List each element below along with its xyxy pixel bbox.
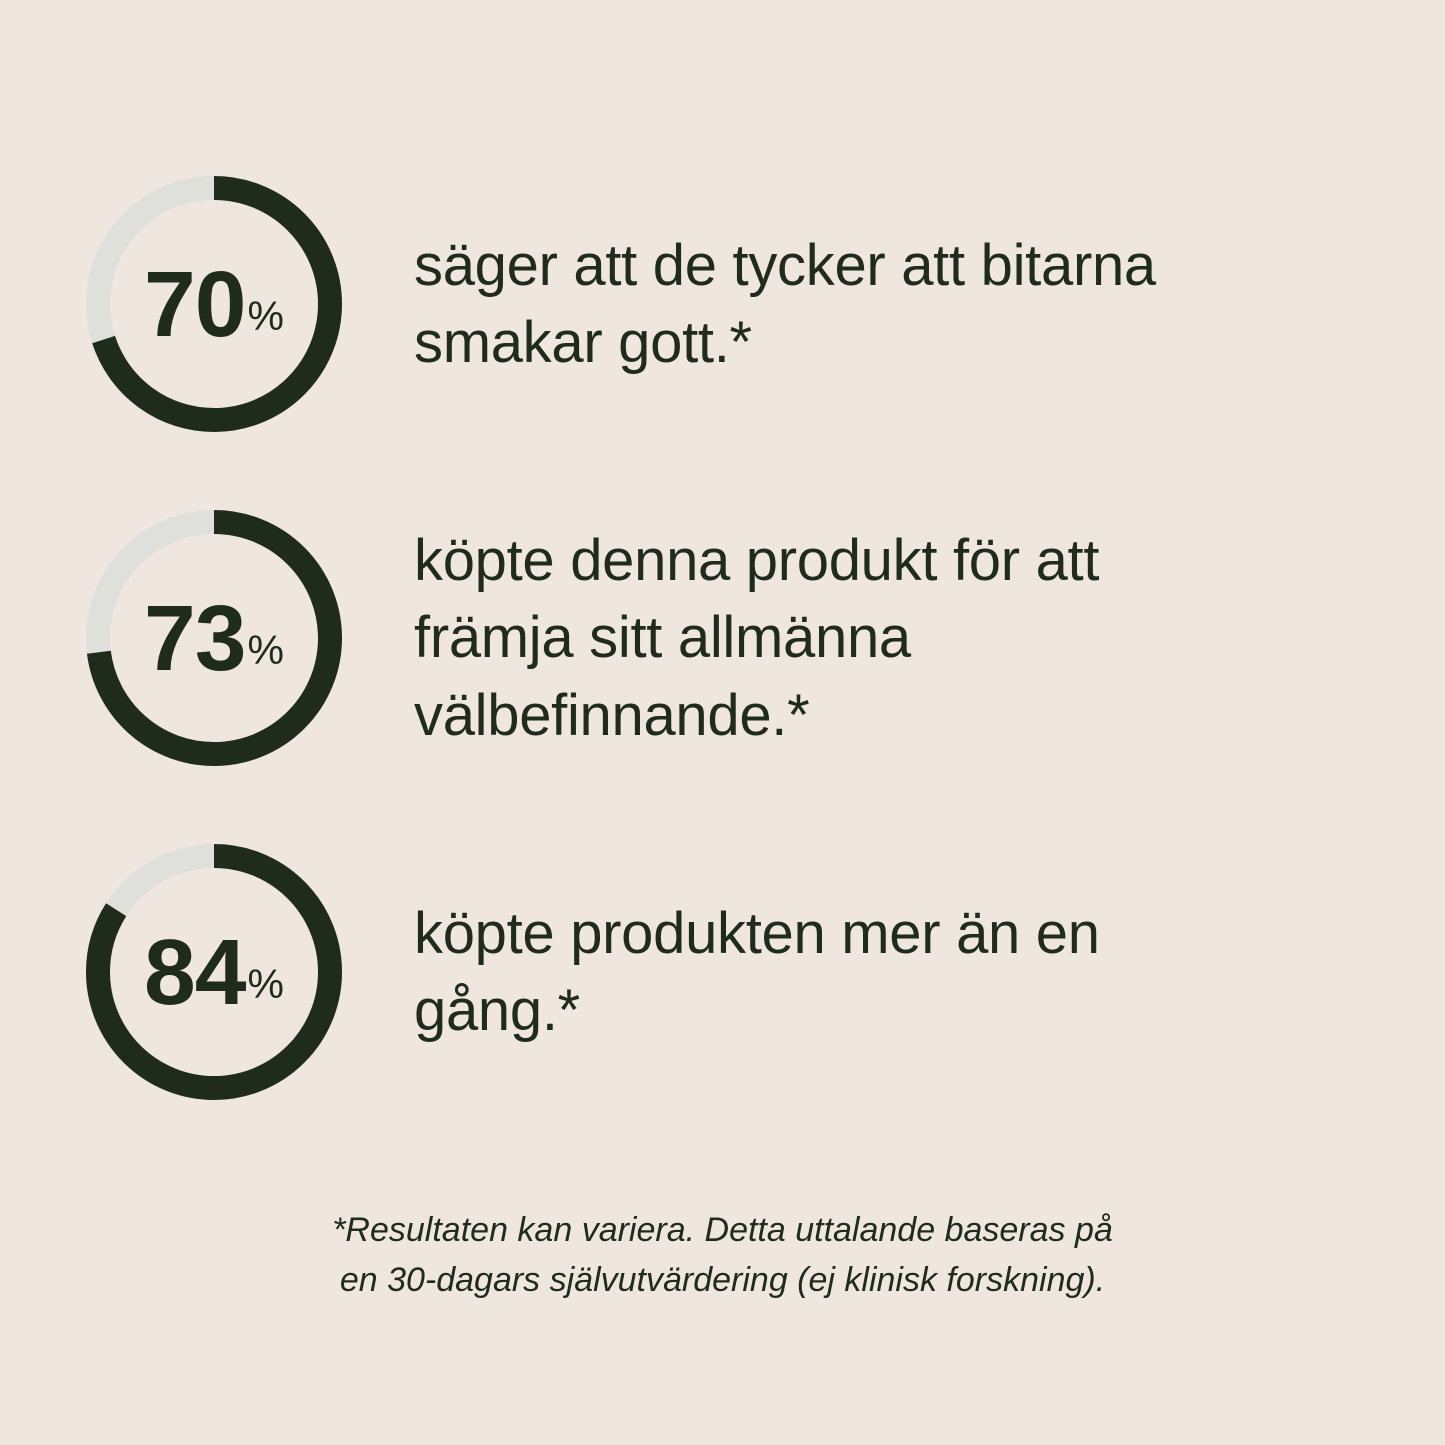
stat-row — [0, 502, 1445, 774]
stat-value: 70 — [144, 251, 246, 356]
stat-description: säger att de tycker att bitarna smakar gott.* — [414, 232, 1156, 375]
percent-symbol: % — [247, 292, 284, 339]
stat-description: köpte denna produkt för att främja sitt allmänna välbefinnande.* — [414, 528, 1100, 748]
stat-value: 84 — [144, 919, 246, 1024]
percent-symbol: % — [247, 960, 284, 1007]
stat-list — [0, 168, 1445, 1170]
footnote-line-2: en 30-dagars självutvärdering (ej klinisk forskning). — [339, 1261, 1106, 1300]
donut-center-label — [78, 168, 350, 440]
stat-description: köpte produkten mer än en gång.* — [414, 900, 1100, 1043]
footnote-line-1: *Resultaten kan variera. Detta uttalande baseras på — [332, 1211, 1113, 1249]
donut-chart-84 — [78, 836, 350, 1108]
donut-chart-70 — [78, 168, 350, 440]
stat-row — [0, 168, 1445, 440]
donut-chart-73 — [78, 502, 350, 774]
stat-value: 73 — [144, 585, 246, 690]
donut-center-label — [78, 836, 350, 1108]
footnote — [0, 1205, 1445, 1306]
donut-center-label — [78, 502, 350, 774]
percent-symbol: % — [247, 626, 284, 673]
stat-row — [0, 836, 1445, 1108]
